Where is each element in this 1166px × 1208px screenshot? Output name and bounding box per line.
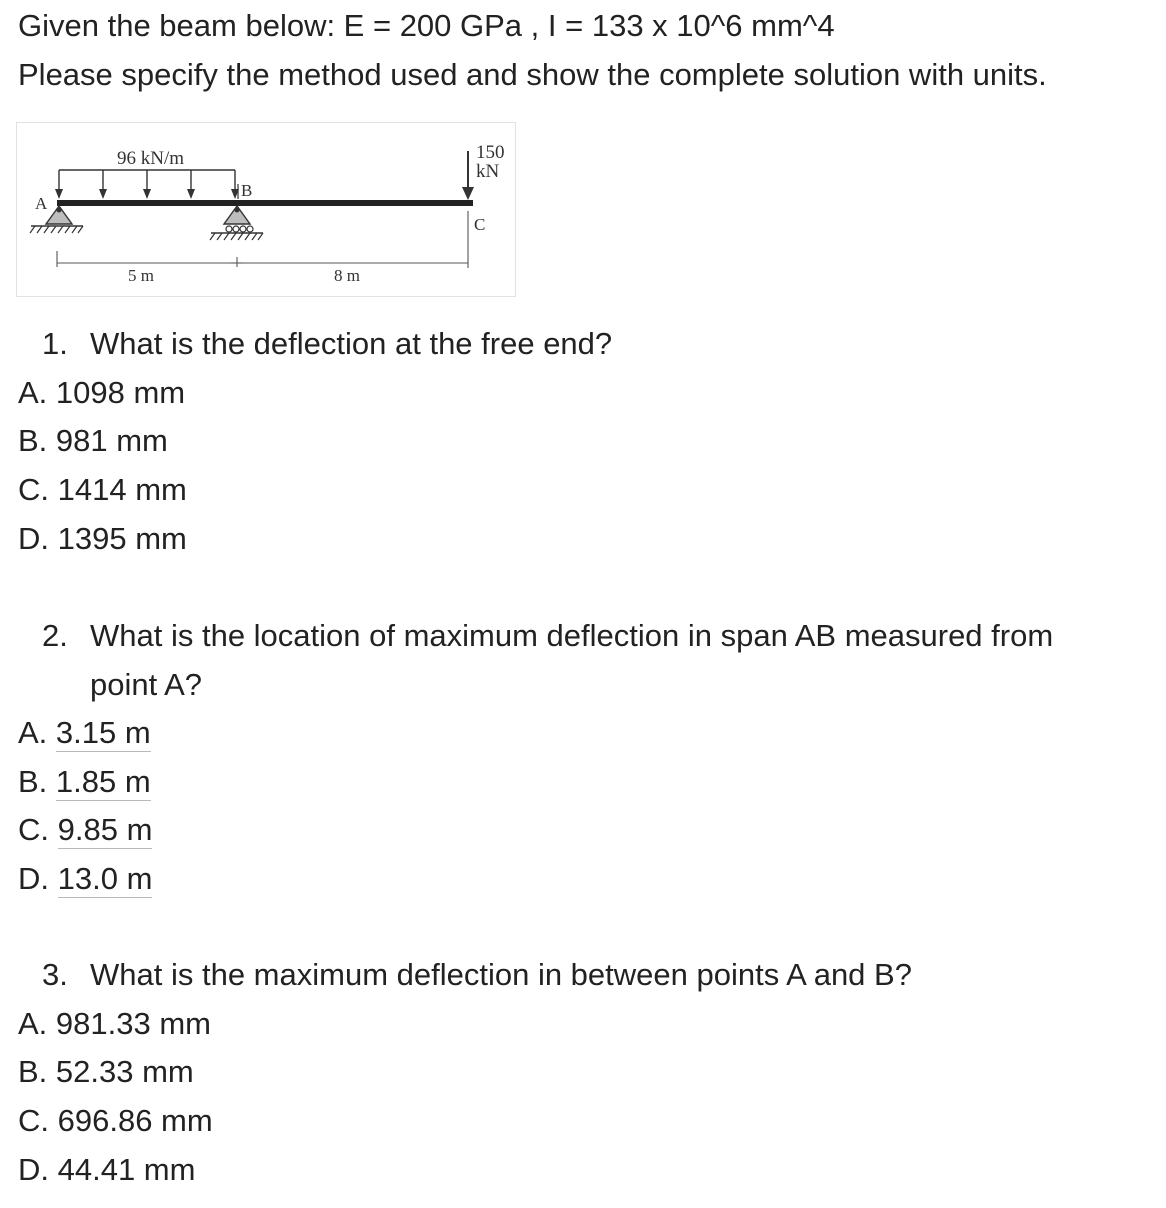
- question-2: [42, 616, 1053, 656]
- question-2-number: 2.: [42, 618, 68, 653]
- question-3-option-a: A. 981.33 mm: [18, 1006, 211, 1041]
- question-2-option-c: [18, 810, 152, 850]
- beam-diagram-svg: [17, 123, 517, 298]
- question-3: [42, 955, 912, 995]
- option-letter: C.: [18, 812, 58, 847]
- point-load-value: 150: [476, 142, 505, 163]
- question-1-text: What is the deflection at the free end?: [90, 326, 613, 361]
- point-load-unit: kN: [476, 161, 500, 182]
- label-c: C: [474, 215, 486, 234]
- question-2-text-continued: point A?: [90, 667, 203, 702]
- beam-diagram: [16, 122, 516, 297]
- label-a: A: [35, 194, 48, 213]
- question-3-option-d: D. 44.41 mm: [18, 1152, 196, 1187]
- option-letter: D.: [18, 861, 58, 896]
- option-letter: A.: [18, 715, 56, 750]
- option-letter: B.: [18, 764, 56, 799]
- option-value-link[interactable]: 3.15 m: [55, 715, 151, 750]
- question-2-option-b: [18, 762, 151, 802]
- point-load-arrow: [462, 187, 474, 200]
- question-1-option-d: D. 1395 mm: [18, 521, 187, 556]
- question-3-option-b: B. 52.33 mm: [18, 1054, 194, 1089]
- question-1-option-b: B. 981 mm: [18, 423, 168, 458]
- question-2-option-a: [18, 713, 151, 753]
- problem-statement: Given the beam below: E = 200 GPa , I = 133 x 10^6 mm^4: [18, 8, 835, 43]
- option-value-link[interactable]: 13.0 m: [57, 861, 153, 896]
- udl-arrowheads: [55, 189, 239, 199]
- instructions: Please specify the method used and show the complete solution with units.: [18, 57, 1047, 92]
- question-2-text: What is the location of maximum deflection in span AB measured from: [90, 618, 1054, 653]
- option-value-link[interactable]: 9.85 m: [57, 812, 153, 847]
- question-2-option-d: [18, 859, 152, 899]
- label-b: B: [241, 181, 253, 200]
- question-3-number: 3.: [42, 957, 68, 992]
- question-1: [42, 324, 612, 364]
- option-value-link[interactable]: 1.85 m: [55, 764, 151, 799]
- span-bc-label: 8 m: [334, 266, 360, 285]
- question-1-option-a: A. 1098 mm: [18, 375, 186, 410]
- question-1-option-c: C. 1414 mm: [18, 472, 187, 507]
- question-3-text: What is the maximum deflection in between points A and B?: [90, 957, 912, 992]
- beam: [57, 200, 473, 206]
- question-3-option-c: C. 696.86 mm: [18, 1103, 213, 1138]
- udl-label: 96 kN/m: [117, 148, 185, 169]
- question-1-number: 1.: [42, 326, 68, 361]
- span-ab-label: 5 m: [128, 266, 154, 285]
